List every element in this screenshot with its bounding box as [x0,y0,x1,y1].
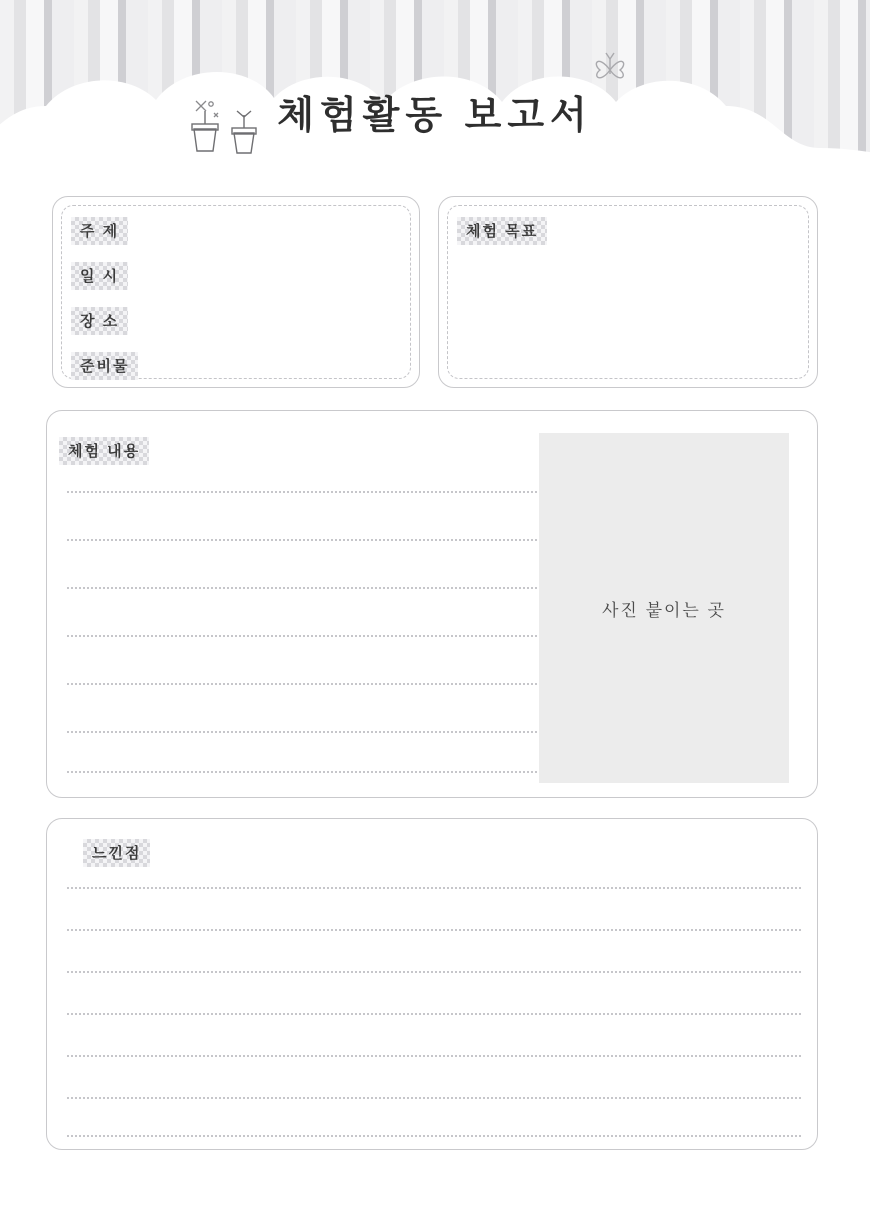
feeling-label: 느낀점 [83,839,150,867]
goal-label: 체험 목표 [457,217,547,245]
field-label-supplies: 준비물 [71,352,138,380]
page-title-wrap [0,84,870,139]
field-value-subject[interactable] [173,217,401,241]
field-label-subject: 주 제 [71,217,128,245]
field-label-date: 일 시 [71,262,128,290]
field-value-place[interactable] [173,307,401,331]
feeling-line-6[interactable] [67,1097,801,1099]
photo-placeholder[interactable] [539,433,789,783]
feeling-line-1[interactable] [67,887,801,889]
field-value-date[interactable] [173,262,401,286]
feeling-line-7[interactable] [67,1135,801,1137]
content-line-4[interactable] [67,635,537,637]
content-line-7[interactable] [67,771,537,773]
content-box [46,410,818,798]
content-line-3[interactable] [67,587,537,589]
feeling-box [46,818,818,1150]
feeling-line-3[interactable] [67,971,801,973]
info-box [52,196,420,388]
content-line-6[interactable] [67,731,537,733]
field-label-place: 장 소 [71,307,128,335]
content-line-5[interactable] [67,683,537,685]
content-label: 체험 내용 [59,437,149,465]
content-line-2[interactable] [67,539,537,541]
goal-box [438,196,818,388]
feeling-line-4[interactable] [67,1013,801,1015]
content-line-1[interactable] [67,491,537,493]
feeling-line-5[interactable] [67,1055,801,1057]
feeling-line-2[interactable] [67,929,801,931]
goal-value[interactable] [461,255,797,367]
butterfly-icon [590,48,630,88]
page-title: 체험활동 보고서 [277,95,593,137]
photo-placeholder-label: 사진 붙이는 곳 [602,600,726,620]
field-value-supplies[interactable] [173,352,401,376]
